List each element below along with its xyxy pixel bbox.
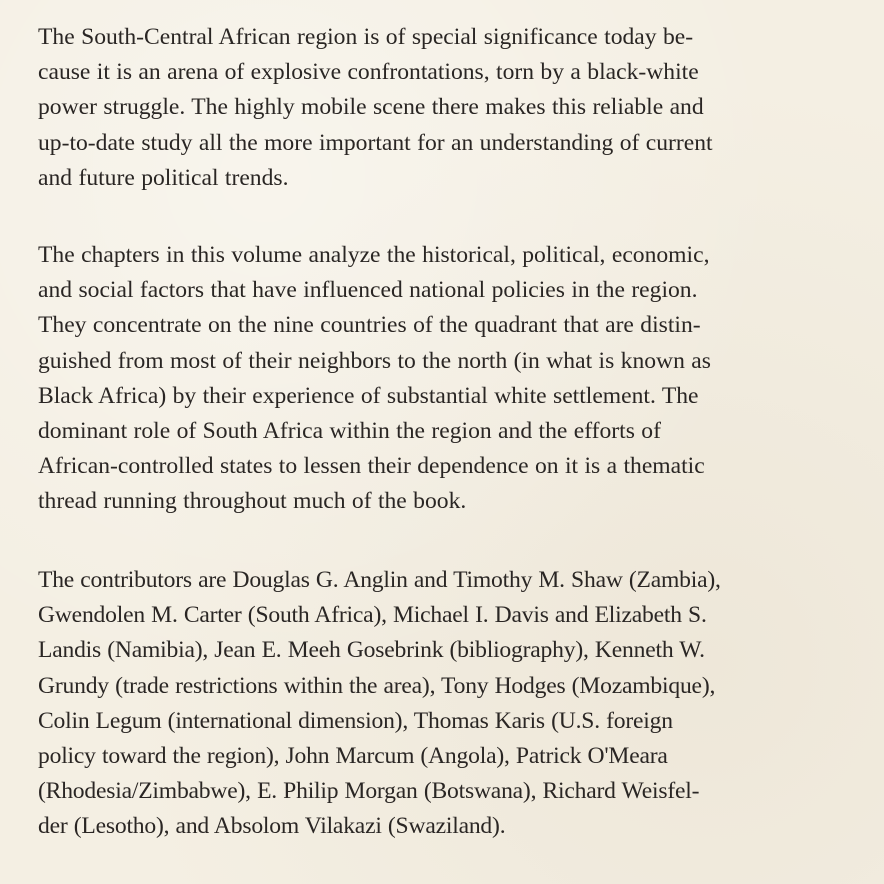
text-line: power struggle. The highly mobile scene there makes this reliable and bbox=[38, 94, 704, 121]
text-line: policy toward the region), John Marcum (Angola), Patrick O'Meara bbox=[38, 743, 668, 770]
text-line: Landis (Namibia), Jean E. Meeh Gosebrink (bibliography), Kenneth W. bbox=[38, 637, 705, 664]
text-line: guished from most of their neighbors to the north (in what is known as bbox=[38, 347, 711, 374]
text-line: The contributors are Douglas G. Anglin and Timothy M. Shaw (Zambia), bbox=[38, 567, 721, 593]
paragraph-region-significance bbox=[38, 20, 850, 196]
text-line: Grundy (trade restrictions within the area), Tony Hodges (Mozambique), bbox=[38, 672, 716, 699]
paragraph-contributors bbox=[38, 563, 850, 845]
paragraph-chapters-overview bbox=[38, 238, 850, 520]
text-line: The South-Central African region is of special significance today be- bbox=[38, 24, 694, 50]
text-line: (Rhodesia/Zimbabwe), E. Philip Morgan (Botswana), Richard Weisfel- bbox=[38, 778, 700, 805]
text-line: Colin Legum (international dimension), Thomas Karis (U.S. foreign bbox=[38, 707, 673, 734]
text-line: cause it is an arena of explosive confrontations, torn by a black-white bbox=[38, 59, 699, 86]
text-line: and future political trends. bbox=[38, 164, 289, 191]
text-line: Gwendolen M. Carter (South Africa), Michael I. Davis and Elizabeth S. bbox=[38, 602, 707, 629]
text-line: They concentrate on the nine countries of the quadrant that are distin- bbox=[38, 312, 701, 339]
text-line: and social factors that have influenced national policies in the region. bbox=[38, 277, 698, 304]
text-line: der (Lesotho), and Absolom Vilakazi (Swaziland). bbox=[38, 813, 506, 840]
text-line: thread running throughout much of the book. bbox=[38, 488, 467, 515]
text-line: The chapters in this volume analyze the historical, political, economic, bbox=[38, 242, 710, 268]
text-line: up-to-date study all the more important for an understanding of current bbox=[38, 129, 713, 156]
text-line: dominant role of South Africa within the region and the efforts of bbox=[38, 418, 661, 445]
text-line: Black Africa) by their experience of substantial white settlement. The bbox=[38, 382, 699, 409]
text-line: African-controlled states to lessen their dependence on it is a thematic bbox=[38, 453, 705, 480]
